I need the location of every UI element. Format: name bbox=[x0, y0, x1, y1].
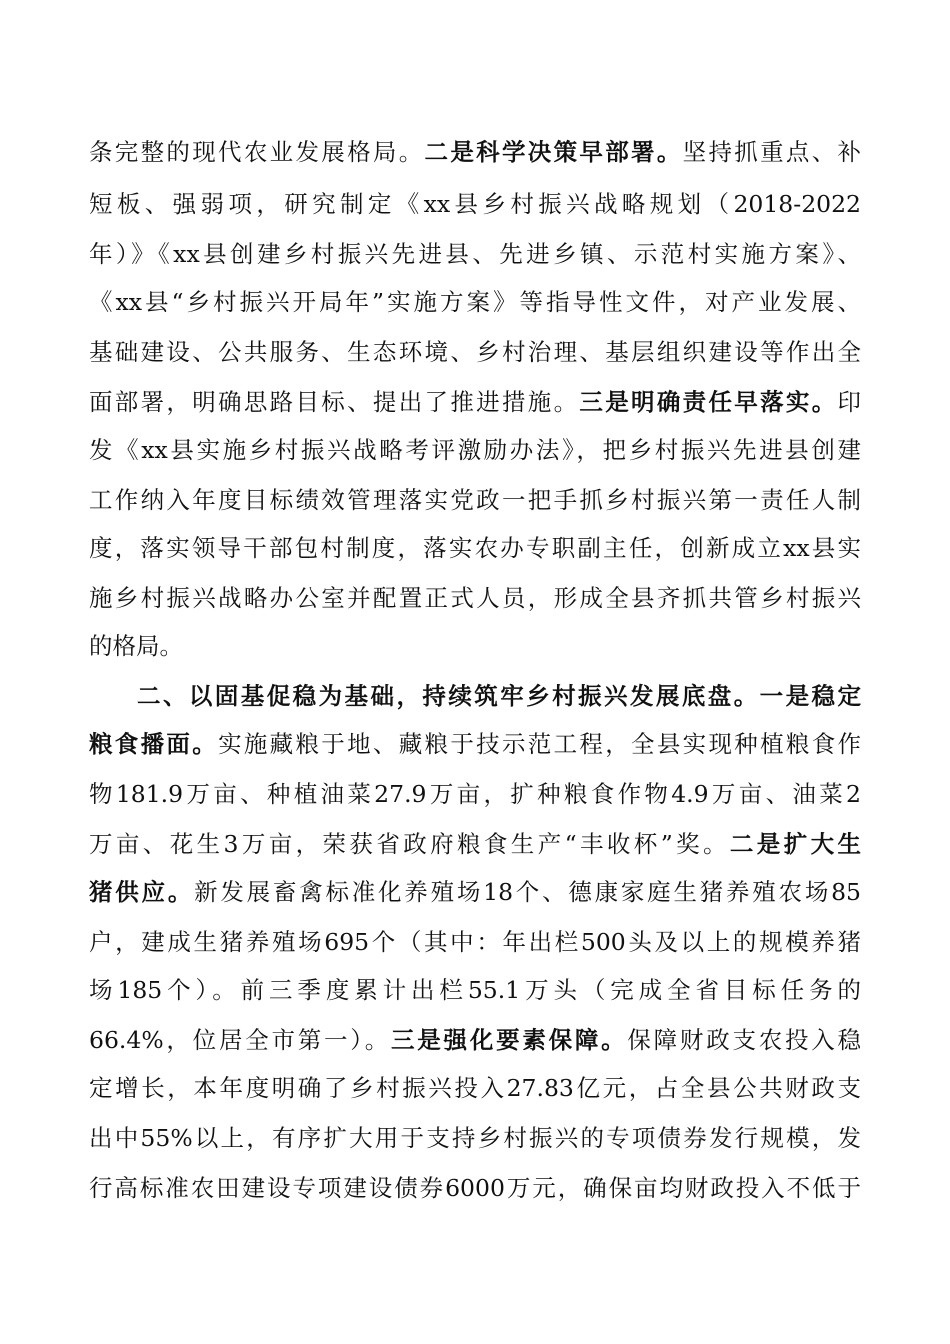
text-segment: 条完整的现代农业发展格局。 bbox=[89, 138, 425, 166]
text-line bbox=[89, 1116, 861, 1160]
text-segment: 基础建设、公共服务、生态环境、乡村治理、基层组织建设等作出全 bbox=[89, 338, 861, 366]
text-segment: 面部署，明确思路目标、提出了推进措施。 bbox=[89, 388, 580, 416]
text-line bbox=[89, 330, 861, 374]
text-line bbox=[89, 624, 861, 668]
text-segment: 66.4%，位居全市第一）。 bbox=[89, 1026, 392, 1054]
text-line bbox=[89, 526, 861, 570]
text-segment: 物181.9万亩、种植油菜27.9万亩，扩种粮食作物4.9万亩、油菜2 bbox=[89, 780, 861, 808]
text-line bbox=[89, 182, 861, 226]
bold-text-segment: 三是强化要素保障。 bbox=[391, 1026, 628, 1054]
text-line bbox=[89, 428, 861, 472]
text-line bbox=[89, 870, 861, 914]
bold-text-segment: 三是明确责任早落实。 bbox=[579, 388, 838, 416]
text-line bbox=[89, 130, 861, 174]
text-segment: 户，建成生猪养殖场695个（其中：年出栏500头及以上的规模养猪 bbox=[89, 928, 861, 956]
text-line bbox=[89, 1066, 861, 1110]
text-segment: 施乡村振兴战略办公室并配置正式人员，形成全县齐抓共管乡村振兴 bbox=[89, 584, 861, 612]
bold-text-segment: 猪供应。 bbox=[89, 878, 195, 906]
bold-text-segment: 二是扩大生 bbox=[729, 830, 861, 858]
text-segment: 度，落实领导干部包村制度，落实农办专职副主任，创新成立xx县实 bbox=[89, 534, 861, 562]
text-line bbox=[89, 920, 861, 964]
text-line bbox=[89, 232, 861, 276]
text-line bbox=[89, 1018, 861, 1062]
text-segment: 《xx县“乡村振兴开局年”实施方案》等指导性文件，对产业发展、 bbox=[89, 288, 861, 316]
text-segment: 坚持抓重点、补 bbox=[682, 138, 861, 166]
bold-text-segment: 二、以固基促稳为基础，持续筑牢乡村振兴发展底盘。一是稳定 bbox=[137, 682, 861, 710]
text-segment: 短板、强弱项，研究制定《xx县乡村振兴战略规划（2018-2022 bbox=[89, 190, 861, 218]
text-segment: 年）》《xx县创建乡村振兴先进县、先进乡镇、示范村实施方案》、 bbox=[89, 240, 861, 268]
bold-text-segment: 粮食播面。 bbox=[89, 730, 219, 758]
text-segment: 行高标准农田建设专项建设债券6000万元，确保亩均财政投入不低于 bbox=[89, 1174, 861, 1202]
text-line bbox=[89, 478, 861, 522]
text-segment: 发《xx县实施乡村振兴战略考评激励办法》，把乡村振兴先进县创建 bbox=[89, 436, 861, 464]
text-segment: 实施藏粮于地、藏粮于技示范工程，全县实现种植粮食作 bbox=[218, 730, 861, 758]
text-line bbox=[89, 576, 861, 620]
text-line bbox=[137, 674, 861, 718]
text-line bbox=[89, 772, 861, 816]
text-segment: 出中55%以上，有序扩大用于支持乡村振兴的专项债券发行规模，发 bbox=[89, 1124, 861, 1152]
text-segment: 定增长，本年度明确了乡村振兴投入27.83亿元，占全县公共财政支 bbox=[89, 1074, 861, 1102]
text-line bbox=[89, 1166, 861, 1210]
text-segment: 场185个）。前三季度累计出栏55.1万头（完成全省目标任务的 bbox=[89, 976, 861, 1004]
text-segment: 保障财政支农投入稳 bbox=[627, 1026, 861, 1054]
text-segment: 新发展畜禽标准化养殖场18个、德康家庭生猪养殖农场85 bbox=[194, 878, 861, 906]
bold-text-segment: 二是科学决策早部署。 bbox=[424, 138, 683, 166]
text-segment: 印 bbox=[837, 388, 861, 416]
text-line bbox=[89, 722, 861, 766]
text-line bbox=[89, 822, 861, 866]
text-segment: 的格局。 bbox=[89, 632, 183, 660]
text-line bbox=[89, 968, 861, 1012]
text-line bbox=[89, 380, 861, 424]
text-segment: 万亩、花生3万亩，荣获省政府粮食生产“丰收杯”奖。 bbox=[89, 830, 730, 858]
text-segment: 工作纳入年度目标绩效管理落实党政一把手抓乡村振兴第一责任人制 bbox=[89, 486, 861, 514]
text-line bbox=[89, 280, 861, 324]
